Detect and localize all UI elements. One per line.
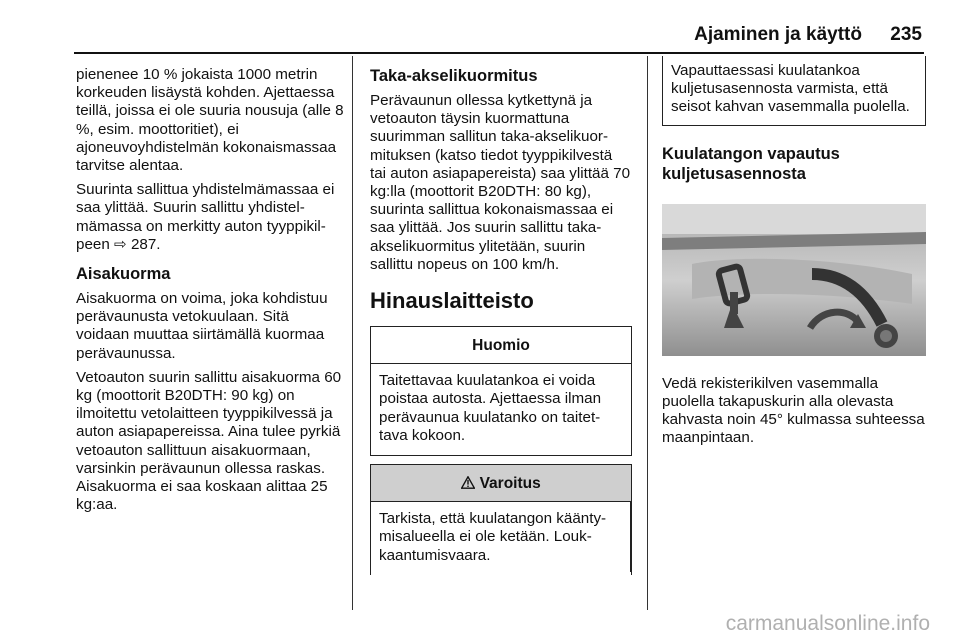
heading-hinauslaitteisto: Hinauslaitteisto — [370, 288, 534, 314]
warning-text: Tarkista, että kuulatangon kääntymisalueella ei ole ketään. Loukkaantumisvaara. — [379, 510, 607, 564]
tow-bar-photo — [662, 204, 926, 356]
heading-aisakuorma: Aisakuorma — [76, 265, 171, 284]
warning-box — [370, 464, 632, 575]
paragraph: Vetoauton suurin sallittu aisakuorma 60 kg (moottorit B20DTH: 90 kg) on ilmoitettu vetolaitteen tyyppikilvessä ja auton asiapapereissa. Aina tulee pyrkiä vetoauton sallittuun aisakuormaan, varsinkin perävaunun ollessa raskas. Aisakuorma ei saa koskaan alittaa 25 kg:aa. — [76, 368, 342, 514]
warning-header — [371, 465, 631, 502]
paragraph: pienenee 10 % jokaista 1000 metrin korkeuden lisäystä kohden. Ajettaessa teillä, joissa ei ole suuria nousuja (alle 8 %, esim. moottoritiet), ei ajoneuvoyhdistelmän kokonaismassaa tarvitse alentaa. — [76, 66, 344, 175]
notice-box — [370, 326, 632, 456]
column-3 — [662, 56, 926, 454]
column-2 — [370, 66, 632, 575]
paragraph: Aisakuorma on voima, joka kohdistuu perävaunusta vetokuulaan. Sitä voidaan muuttaa siirtämällä kuormaa perävaunussa. — [76, 290, 328, 362]
paragraph: Suurinta sallittua yhdistelmämassaa ei saa ylittää. Suurin sallittu yhdistelmämassa on merkitty auton tyyppikilpeen ⇨ 287. — [76, 181, 335, 253]
column-divider — [647, 56, 648, 610]
column-divider — [352, 56, 353, 610]
warning-left-border — [370, 502, 371, 572]
note-box: Vapauttaessasi kuulatankoa kuljetusasennosta varmista, että seisot kahvan vasemmalla puolella. — [662, 56, 926, 126]
paragraph: Vedä rekisterikilven vasemmalla puolella takapuskurin alla olevasta kahvasta noin 45° kulmassa suhteessa maanpintaan. — [662, 374, 925, 447]
heading-taka-akselikuormitus: Taka-akselikuormitus — [370, 67, 538, 85]
column-1 — [76, 66, 346, 520]
warning-title: Varoitus — [479, 475, 541, 493]
heading-kuulatangon-vapautus: Kuulatangon vapautus kuljetusasennosta — [662, 144, 840, 183]
watermark: carmanualsonline.info — [725, 612, 930, 635]
header-rule — [74, 52, 924, 54]
notice-title: Huomio — [371, 327, 631, 364]
notice-text: Taitettavaa kuulatankoa ei voida poistaa autosta. Ajettaessa ilman perävaunua kuulatanko on taitettava kokoon. — [379, 372, 602, 444]
section-title: Ajaminen ja käyttö — [694, 24, 862, 45]
page-number: 235 — [890, 24, 922, 45]
warning-right-border — [630, 502, 631, 572]
warning-triangle-icon — [461, 475, 479, 492]
paragraph: Perävaunun ollessa kytkettynä ja vetoauton täysin kuormattuna suurimman sallitun taka-akselikuormituksen (katso tiedot tyyppikilvestä tai auton asiapapereista) saa ylittää 70 kg:lla (moottorit B20DTH: 80 kg), suurinta sallittua kokonaismassaa ei saa ylittää. Jos suurin sallittu taka-akselikuormitus ylitetään, suurin sallittu nopeus on 100 km/h. — [370, 92, 631, 273]
